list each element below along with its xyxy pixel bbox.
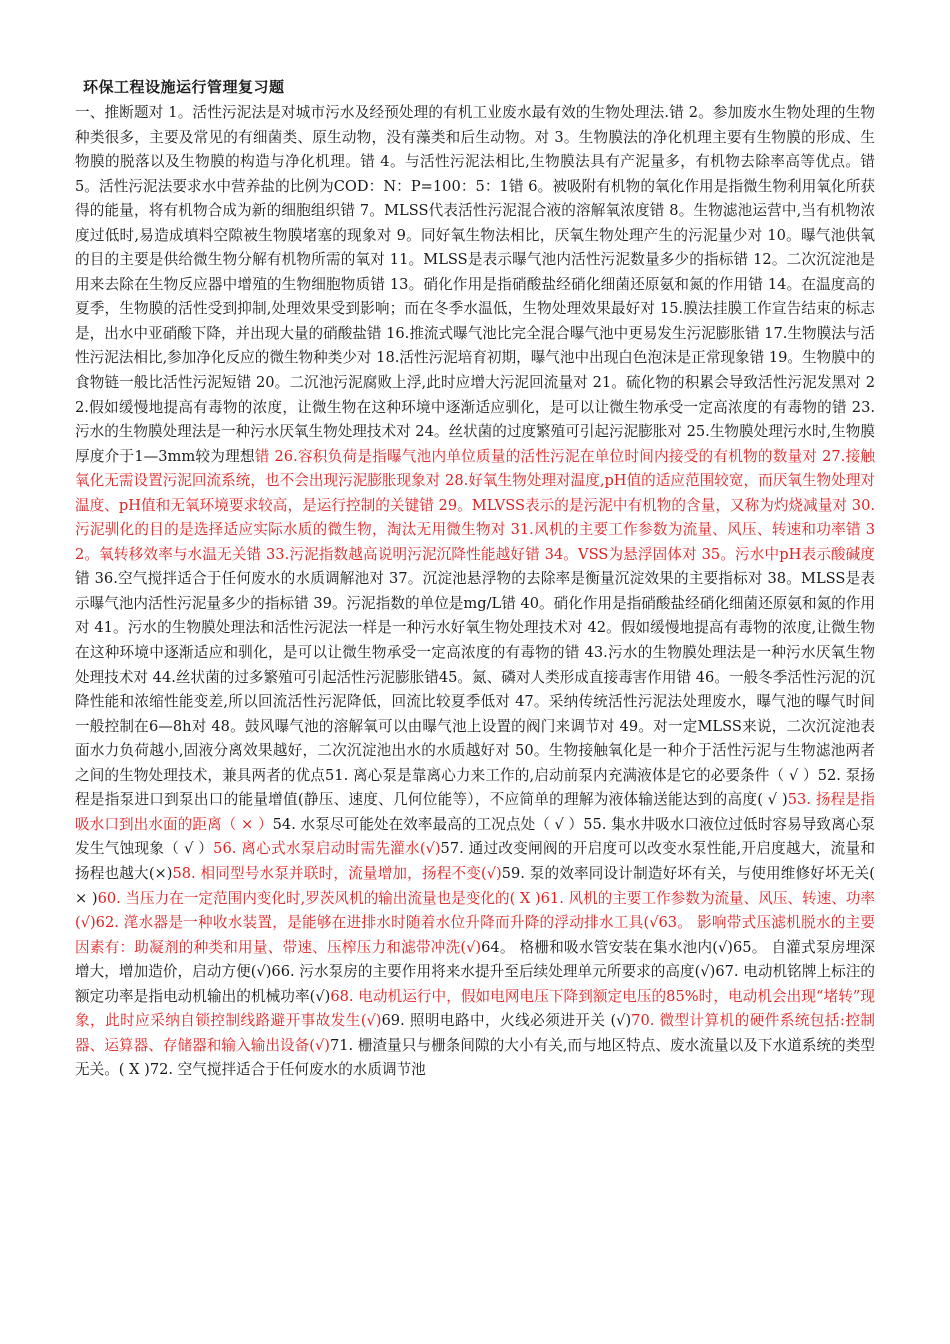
- highlighted-text-segment: 58. 相同型号水泵并联时，流量增加，扬程不变(√): [172, 864, 502, 882]
- document-page: [75, 76, 875, 1083]
- text-segment: 59. 泵的效率同设计制造好坏有关，与使用维修好坏无关( × ): [75, 864, 876, 907]
- document-title: 环保工程设施运行管理复习题: [83, 78, 285, 96]
- text-segment: 54. 水泵尽可能处在效率最高的工况点处（ √ ）55. 集水井吸水口液位过低时容易导致离心泵发生气蚀现象（ √ ）: [75, 815, 876, 858]
- highlighted-text-segment: 68. 电动机运行中，假如电网电压下降到额定电压的85%时，电动机会出现“堵转”现象，此时应采纳自锁控制线路避开事故发生(√): [75, 987, 875, 1030]
- text-segment: 64。 格栅和吸水管安装在集水池内(√)65。 自灌式泵房埋深增大，增加造价，启动方便(√)66. 污水泵房的主要作用将来水提升至后续处理单元所要求的高度(√)67. 电动机铭牌上标注的额定功率是指电动机输出的机械功率(√): [75, 938, 875, 1005]
- highlighted-text-segment: 53. 扬程是指吸水口到出水面的距离（ × ）: [75, 791, 875, 833]
- highlighted-text-segment: 56. 离心式水泵启动时需先灌水(√): [213, 840, 441, 858]
- text-segment: 57. 通过改变闸阀的开启度可以改变水泵性能,开启度越大，流量和扬程也越大(×): [75, 840, 875, 882]
- text-segment: 71. 栅渣量只与栅条间隙的大小有关,而与地区特点、废水流量以及下水道系统的类型无关。( X )72. 空气搅拌适合于任何废水的水质调节池: [75, 1036, 875, 1079]
- text-segment: 一、推断题对 1。活性污泥法是对城市污水及经预处理的有机工业废水最有效的生物处理法.错 2。参加废水生物处理的生物种类很多，主要及常见的有细菌类、原生动物，没有藻类和后生动物。对 3。生物膜法的净化机理主要有生物膜的形成、生物膜的脱落以及生物膜的构造与净化机理。错 4。与活性污泥法相比,生物膜法具有产泥量多，有机物去除率高等优点。错 5。活性污泥法要求水中营养盐的比例为COD：N：P=100：5：1错 6。被吸附有机物的氧化作用是指微生物利用氧化所获得的能量，将有机物合成为新的细胞组织错 7。MLSS代表活性污泥混合液的溶解氧浓度错 8。生物滤池运营中,当有机物浓度过低时,易造成填料空隙被生物膜堵塞的现象对 9。同好氧生物法相比，厌氧生物处理产生的污泥量少对 10。曝气池供氧的目的主要是供给微生物分解有机物所需的氧对 11。MLSS是表示曝气池内活性污泥数量多少的指标错 12。二次沉淀池是用来去除在生物反应器中增殖的生物细胞物质错 13。硝化作用是指硝酸盐经硝化细菌还原氨和氮的作用错 14。在温度高的夏季，生物膜的活性受到抑制,处理效果受到影响；而在冬季水温低，生物处理效果最好对 15.膜法挂膜工作宣告结束的标志是，出水中亚硝酸下降，并出现大量的硝酸盐错 16.推流式曝气池比完全混合曝气池中更易发生污泥膨胀错 17.生物膜法与活性污泥法相比,参加净化反应的微生物种类少对 18.活性污泥培育初期，曝气池中出现白色泡沫是正常现象错 19。生物膜中的食物链一般比活性污泥短错 20。二沉池污泥腐败上浮,此时应增大污泥回流量对 21。硫化物的积累会导致活性污泥发黑对 22.假如缓慢地提高有毒物的浓度，让微生物在这种环境中逐渐适应驯化，是可以让微生物承受一定高浓度的有毒物的错 23.污水的生物膜处理法是一种污水厌氧生物处理技术对 24。丝状菌的过度繁殖可引起污泥膨胀对 25.生物膜处理污水时,生物膜厚度介于1—3mm较为理想: [75, 104, 875, 465]
- highlighted-text-segment: 70. 微型计算机的硬件系统包括:控制器、运算器、存储器和输入输出设备(√): [75, 1012, 875, 1054]
- highlighted-text-segment: 60. 当压力在一定范围内变化时,罗茨风机的输出流量也是变化的( X )61. 风机的主要工作参数为流量、风压、转速、功率(√)62. 滗水器是一种收水装置，是能够在进排水时随着水位升降而升降的浮动排水工具(√63。 影响带式压滤机脱水的主要因素有：助凝剂的种类和用量、带速、压榨压力和滤带冲洗(√): [75, 889, 876, 956]
- text-segment: 69. 照明电路中，火线必须进开关 (√): [381, 1012, 632, 1030]
- text-segment: 错 36.空气搅拌适合于任何废水的水质调解池对 37。沉淀池悬浮物的去除率是衡量沉淀效果的主要指标对 38。MLSS是表示曝气池内活性污泥量多少的指标错 39。污泥指数的单位是mg/L错 40。硝化作用是指硝酸盐经硝化细菌还原氨和氮的作用对 41。污水的生物膜处理法和活性污泥法一样是一种污水好氧生物处理技术对 42。假如缓慢地提高有毒物的浓度,让微生物在这种环境中逐渐适应和驯化，是可以让微生物承受一定高浓度的有毒物的错 43.污水的生物膜处理法是一种污水厌氧生物处理技术对 44.丝状菌的过多繁殖可引起活性污泥膨胀错45。氮、磷对人类形成直接毒害作用错 46。一般冬季活性污泥的沉降性能和浓缩性能变差,所以回流活性污泥降低，回流比较夏季低对 47。采纳传统活性污泥法处理废水，曝气池的曝气时间一般控制在6—8h对 48。鼓风曝气池的溶解氧可以由曝气池上设置的阀门来调节对 49。对一定MLSS来说，二次沉淀池表面水力负荷越小,固液分离效果越好，二次沉淀池出水的水质越好对 50。生物接触氧化是一种介于活性污泥与生物滤池两者之间的生物处理技术，兼具两者的优点51. 离心泵是靠离心力来工作的,启动前泵内充满液体是它的必要条件（ √ ）52. 泵扬程是指泵进口到泵出口的能量增值(静压、速度、几何位能等），不应简单的理解为液体输送能达到的高度( √ ): [75, 570, 875, 809]
- highlighted-text-segment: 错 26.容积负荷是指曝气池内单位质量的活性污泥在单位时间内接受的有机物的数量对 27.接触氧化无需设置污泥回流系统，也不会出现污泥膨胀现象对 28.好氧生物处理对温度,pH值的适应范围较宽，而厌氧生物处理对温度、pH值和无氧环境要求较高，是运行控制的关键错 29。MLVSS表示的是污泥中有机物的含量，又称为灼烧减量对 30.污泥驯化的目的是选择适应实际水质的微生物，淘汰无用微生物对 31.风机的主要工作参数为流量、风压、转速和功率错 32。氧转移效率与水温无关错 33.污泥指数越高说明污泥沉降性能越好错 34。VSS为悬浮固体对 35。污水中pH表示酸碱度: [75, 447, 875, 563]
- question-list: [75, 101, 875, 1083]
